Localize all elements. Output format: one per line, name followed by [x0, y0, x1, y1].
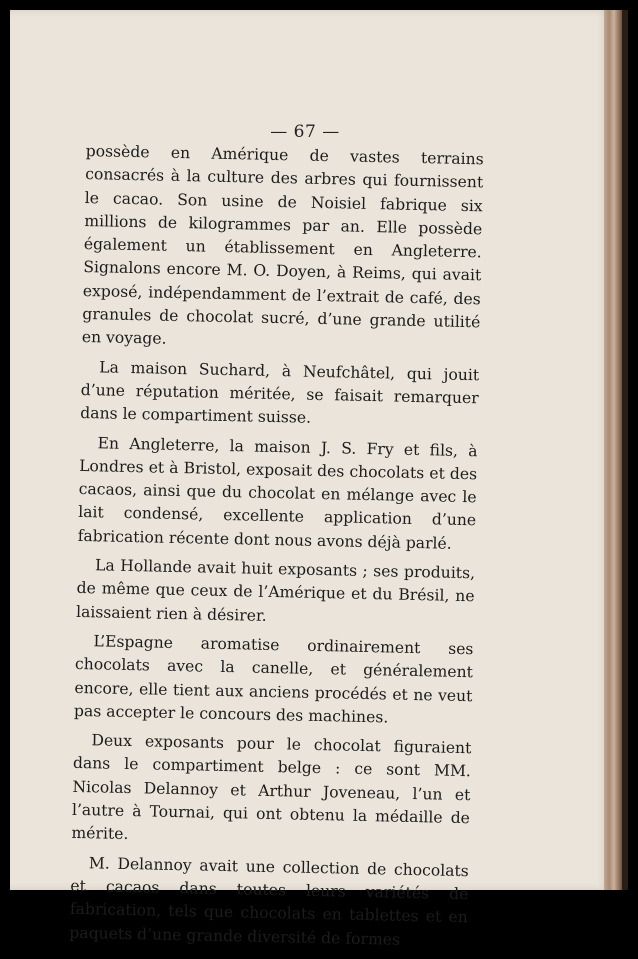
page-edge-shadow	[622, 10, 628, 890]
page-edge	[604, 10, 622, 890]
paragraph-4: La Hollande avait huit exposants ; ses produits, de même que ceux de l’Amérique et du Brésil, ne laissaient rien à désirer.	[75, 556, 476, 625]
paragraph-5: L’Espagne aromatise ordinairement ses chocolats avec la canelle, et généralement encore, elle tient aux anciens procédés et ne veut pas accepter le concours des machines.	[73, 632, 474, 727]
paragraph-6: Deux exposants pour le chocolat figuraient dans le compartiment belge : ce sont MM. Nicolas Delannoy et Arthur Joveneau, l’un et l’autre à Tournai, qui ont obtenu la médaille de mérite.	[71, 731, 472, 844]
paragraph-7: M. Delannoy avait une collection de chocolats et cacaos dans toutes leurs variétés de fabrication, tels que chocolats en tablettes et en paquets d’une grande diversité de formes	[69, 853, 469, 949]
paragraph-1: possède en Amérique de vastes terrains consacrés à la culture des arbres qui fournissent le cacao. Son usine de Noisiel fabrique six millions de kilogrammes par an. Elle possède également un établissement en Angleterre. Signalons encore M. O. Doyen, à Reims, qui avait exposé, indépendamment de l’extrait de café, des granules de chocolat sucré, d’une grande utilité en voyage.	[81, 141, 484, 349]
paragraph-2: La maison Suchard, à Neufchâtel, qui jouit d’une réputation méritée, se faisait remarquer dans le compartiment suisse.	[80, 358, 480, 428]
page-number: — 67 —	[270, 122, 340, 142]
body-text	[69, 140, 484, 959]
paragraph-3: En Angleterre, la maison J. S. Fry et fils, à Londres et à Bristol, exposait des chocolats et des cacaos, ainsi que du chocolat en mélange avec le lait condensé, excellente application d’une fabrication récente dont nous avons déjà parlé.	[77, 433, 478, 553]
